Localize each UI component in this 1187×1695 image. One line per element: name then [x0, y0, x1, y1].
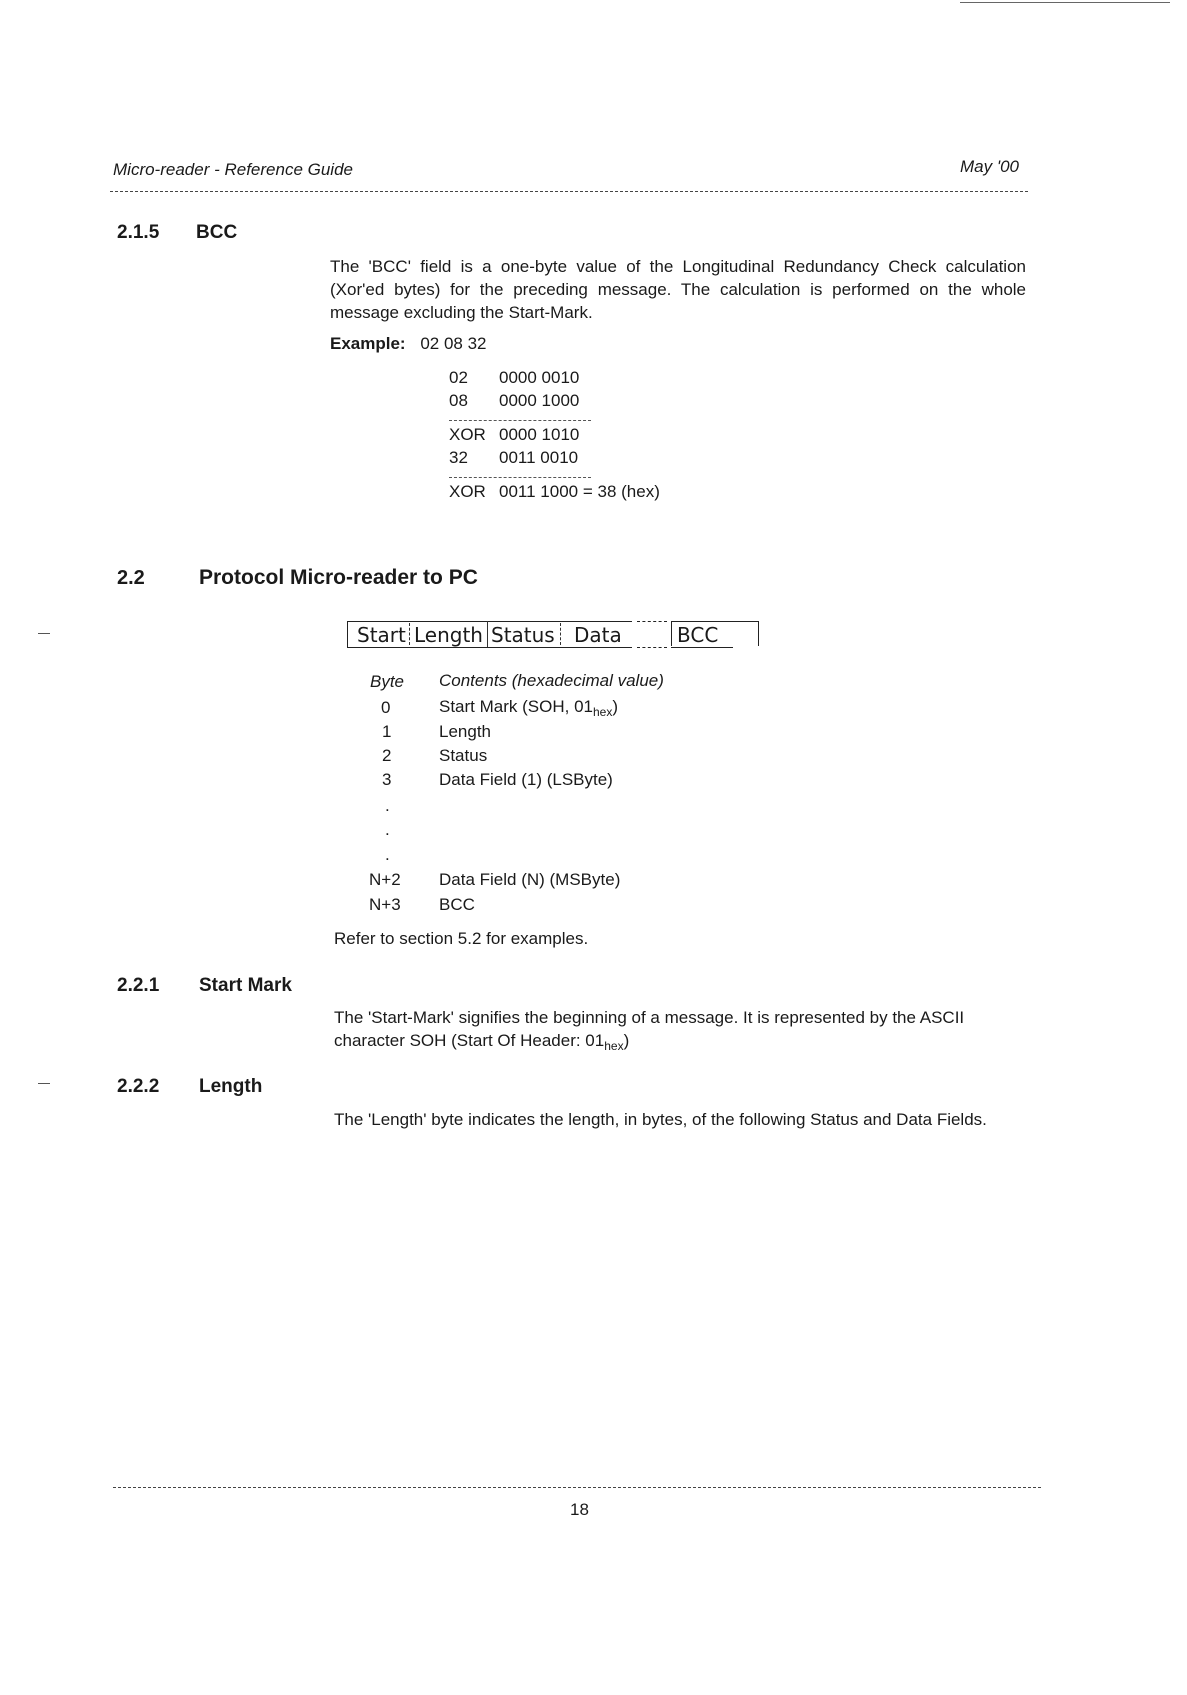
ellipsis-dot: . — [385, 845, 390, 864]
frame-diagram — [347, 621, 761, 648]
calc-label: XOR — [449, 482, 486, 501]
calc-divider — [449, 420, 591, 421]
section-number-2-2: 2.2 — [117, 567, 145, 589]
section-title-protocol: Protocol Micro-reader to PC — [199, 566, 478, 589]
byte-content-text: Start Mark (SOH, 01 — [439, 697, 593, 716]
calc-label: 02 — [449, 368, 468, 387]
calc-result: = 38 (hex) — [582, 482, 660, 501]
byte-index: 2 — [382, 746, 392, 765]
footer-rule — [113, 1487, 1041, 1488]
byte-content — [439, 697, 618, 719]
bcc-paragraph: The 'BCC' field is a one-byte value of the Longitudinal Redundancy Check calculation (Xor'ed bytes) for the preceding message. The calculation is performed on the whole message excluding the Start-Mark. — [330, 257, 1026, 322]
frame-bcc-underline — [671, 647, 733, 648]
calc-bits: 0011 0010 — [499, 448, 579, 467]
calc-row — [449, 391, 579, 411]
byte-content: Length — [439, 722, 491, 741]
section-number-2-2-1: 2.2.1 — [117, 975, 160, 996]
calc-bits: 0000 1000 — [499, 391, 580, 410]
calc-label: XOR — [449, 425, 486, 444]
byte-content: BCC — [439, 895, 475, 914]
table-header-byte: Byte — [370, 672, 405, 691]
byte-content-tail: ) — [612, 697, 619, 716]
example-value: 02 08 32 — [420, 334, 487, 353]
calc-bits: 0000 0010 — [499, 368, 580, 387]
hex-subscript: hex — [604, 1039, 624, 1053]
frame-border-bottom — [347, 647, 632, 648]
byte-content: Status — [439, 746, 488, 765]
byte-index: 1 — [382, 722, 392, 741]
frame-separator — [409, 623, 410, 645]
running-header-title: Micro-reader - Reference Guide — [113, 160, 353, 179]
calc-row-result — [449, 482, 660, 502]
example-label: Example: — [330, 334, 406, 353]
ellipsis-dot: . — [385, 820, 390, 839]
byte-content: Data Field (1) (LSByte) — [439, 770, 613, 789]
start-mark-text: The 'Start-Mark' signifies the beginning of a message. It is represented by the ASCII character SOH (Start Of Header: 01 — [334, 1008, 965, 1050]
header-rule — [110, 191, 1028, 192]
start-mark-tail: ) — [623, 1031, 630, 1050]
byte-index: N+2 — [369, 870, 401, 889]
section-number-2-1-5: 2.1.5 — [117, 222, 160, 243]
frame-separator — [560, 623, 561, 645]
frame-field-length: Length — [414, 623, 483, 647]
frame-border-top — [347, 621, 632, 622]
section-number-2-2-2: 2.2.2 — [117, 1076, 160, 1097]
frame-dash-gap — [637, 647, 667, 648]
top-edge-line — [960, 2, 1170, 3]
ellipsis-dot: . — [385, 796, 390, 815]
length-paragraph: The 'Length' byte indicates the length, in bytes, of the following Status and Data Fields. — [334, 1110, 987, 1129]
frame-dash-gap — [637, 621, 667, 622]
calc-row — [449, 448, 578, 468]
hex-subscript: hex — [592, 705, 613, 719]
section-title-length: Length — [199, 1076, 263, 1097]
section-note: Refer to section 5.2 for examples. — [334, 929, 589, 948]
calc-row — [449, 368, 579, 388]
byte-index: N+3 — [369, 895, 401, 914]
margin-mark — [38, 1083, 50, 1084]
example-line — [330, 334, 487, 354]
frame-field-data: Data — [574, 623, 622, 647]
frame-field-status: Status — [491, 623, 555, 647]
calc-row — [449, 425, 579, 445]
frame-border-left — [347, 621, 348, 647]
start-mark-paragraph — [334, 1006, 1032, 1058]
calc-bits: 0011 1000 — [499, 482, 579, 501]
byte-content: Data Field (N) (MSByte) — [439, 870, 621, 889]
frame-separator — [487, 621, 488, 647]
calc-bits: 0000 1010 — [499, 425, 580, 444]
frame-field-start: Start — [357, 623, 406, 647]
byte-index: 0 — [381, 698, 391, 717]
frame-field-bcc: BCC — [677, 623, 719, 647]
table-header-contents: Contents (hexadecimal value) — [439, 671, 664, 690]
running-header-date: May '00 — [960, 157, 1019, 176]
page-number: 18 — [570, 1500, 589, 1519]
calc-label: 08 — [449, 391, 468, 410]
byte-index: 3 — [382, 770, 392, 789]
section-title-start-mark: Start Mark — [199, 975, 292, 996]
calc-divider — [449, 477, 591, 478]
margin-mark — [38, 633, 50, 634]
calc-label: 32 — [449, 448, 468, 467]
section-title-bcc: BCC — [196, 222, 238, 243]
